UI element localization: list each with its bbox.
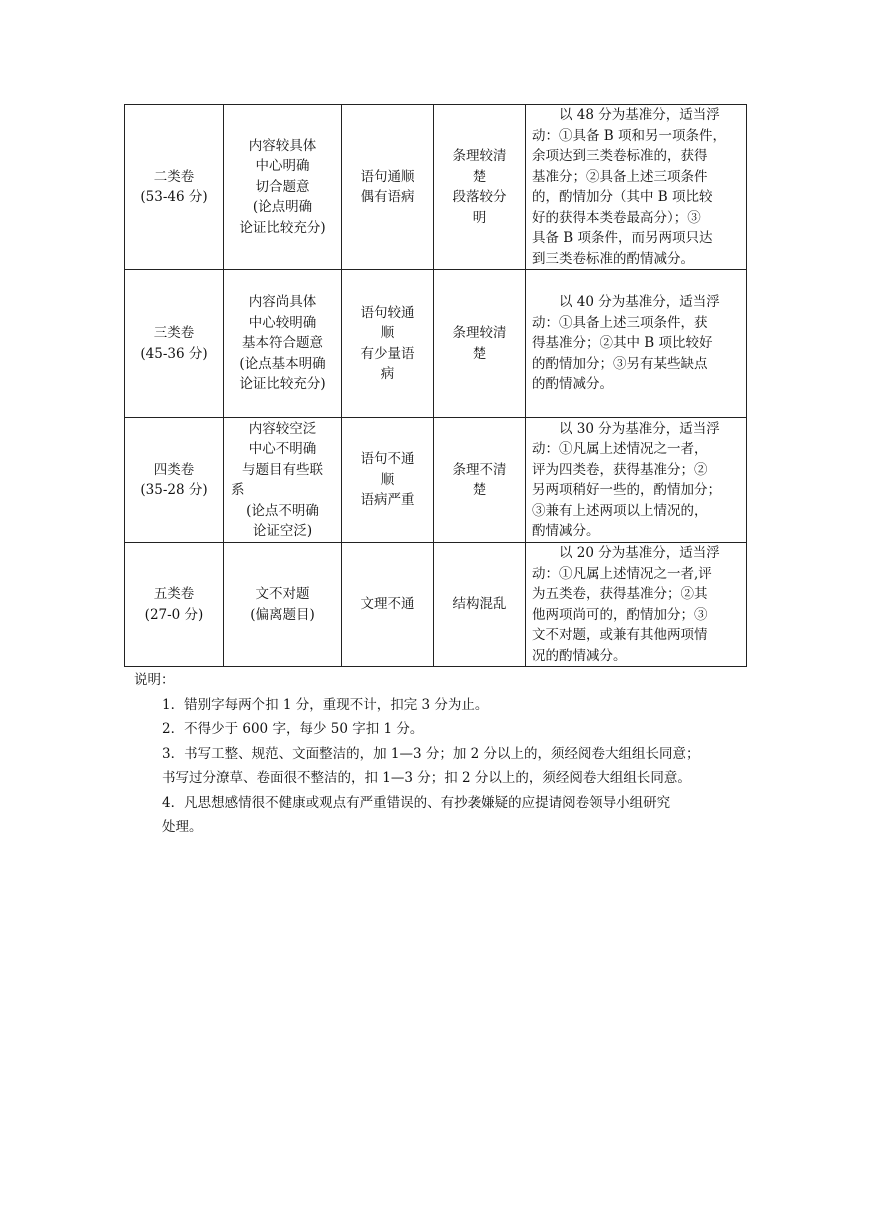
grading-table xyxy=(124,104,747,667)
content-cell: 文不对题 (偏离题目) xyxy=(224,543,342,667)
language-cell: 语句不通 顺 语病严重 xyxy=(342,418,434,543)
scoring-standard-cell: 以 40 分为基准分，适当浮 动：①具备上述三项条件，获 得基准分；②其中 B 项比较好 的酌情加分；③另有某些缺点 的酌情减分。 xyxy=(526,270,747,418)
grade-row-4 xyxy=(125,418,747,543)
grade-cell: 五类卷 (27-0 分) xyxy=(125,543,224,667)
content-cell: 内容尚具体 中心较明确 基本符合题意 (论点基本明确 论证比较充分) xyxy=(224,270,342,418)
language-cell: 语句通顺 偶有语病 xyxy=(342,105,434,270)
grade-cell: 三类卷 (45-36 分) xyxy=(125,270,224,418)
note-line: 2．不得少于 600 字，每少 50 字扣 1 分。 xyxy=(162,721,424,737)
language-cell: 文理不通 xyxy=(342,543,434,667)
content-cell: 内容较空泛 中心不明确 与题目有些联 系 (论点不明确 论证空泛) xyxy=(224,418,342,543)
notes-title: 说明： xyxy=(134,672,175,688)
grade-row-5 xyxy=(125,543,747,667)
structure-cell: 条理不清 楚 xyxy=(434,418,526,543)
note-line: 4．凡思想感情很不健康或观点有严重错误的、有抄袭嫌疑的应提请阅卷领导小组研究 xyxy=(162,794,671,811)
grade-row-3 xyxy=(125,270,747,418)
note-line: 书写过分潦草、卷面很不整洁的，扣 1—3 分；扣 2 分以上的，须经阅卷大组组长同意。 xyxy=(162,770,691,786)
note-line: 1．错别字每两个扣 1 分，重现不计，扣完 3 分为止。 xyxy=(162,696,489,713)
scoring-standard-cell: 以 30 分为基准分，适当浮 动：①凡属上述情况之一者， 评为四类卷，获得基准分；② 另两项稍好一些的，酌情加分； ③兼有上述两项以上情况的， 酌情减分。 xyxy=(526,418,747,543)
language-cell: 语句较通 顺 有少量语 病 xyxy=(342,270,434,418)
notes-section xyxy=(134,668,754,840)
grade-cell: 四类卷 (35-28 分) xyxy=(125,418,224,543)
scoring-standard-cell: 以 20 分为基准分，适当浮 动：①凡属上述情况之一者,评 为五类卷，获得基准分；②其 他两项尚可的，酌情加分；③ 文不对题，或兼有其他两项情 况的酌情减分。 xyxy=(526,543,747,667)
note-line: 处理。 xyxy=(162,819,203,835)
grade-cell: 二类卷 (53-46 分) xyxy=(125,105,224,270)
scoring-standard-cell: 以 48 分为基准分，适当浮 动：①具备 B 项和另一项条件， 余项达到三类卷标准的，获得 基准分；②具备上述三项条件 的，酌情加分（其中 B 项比较 好的获得本类卷最高分）；③ 具备 B 项条件，而另两项只达 到三类卷标准的酌情减分。 xyxy=(526,105,747,270)
content-cell: 内容较具体 中心明确 切合题意 (论点明确 论证比较充分) xyxy=(224,105,342,270)
structure-cell: 结构混乱 xyxy=(434,543,526,667)
grade-row-2 xyxy=(125,105,747,270)
note-line: 3．书写工整、规范、文面整洁的，加 1—3 分；加 2 分以上的，须经阅卷大组组长同意； xyxy=(162,745,700,762)
structure-cell: 条理较清 楚 xyxy=(434,270,526,418)
structure-cell: 条理较清 楚 段落较分 明 xyxy=(434,105,526,270)
